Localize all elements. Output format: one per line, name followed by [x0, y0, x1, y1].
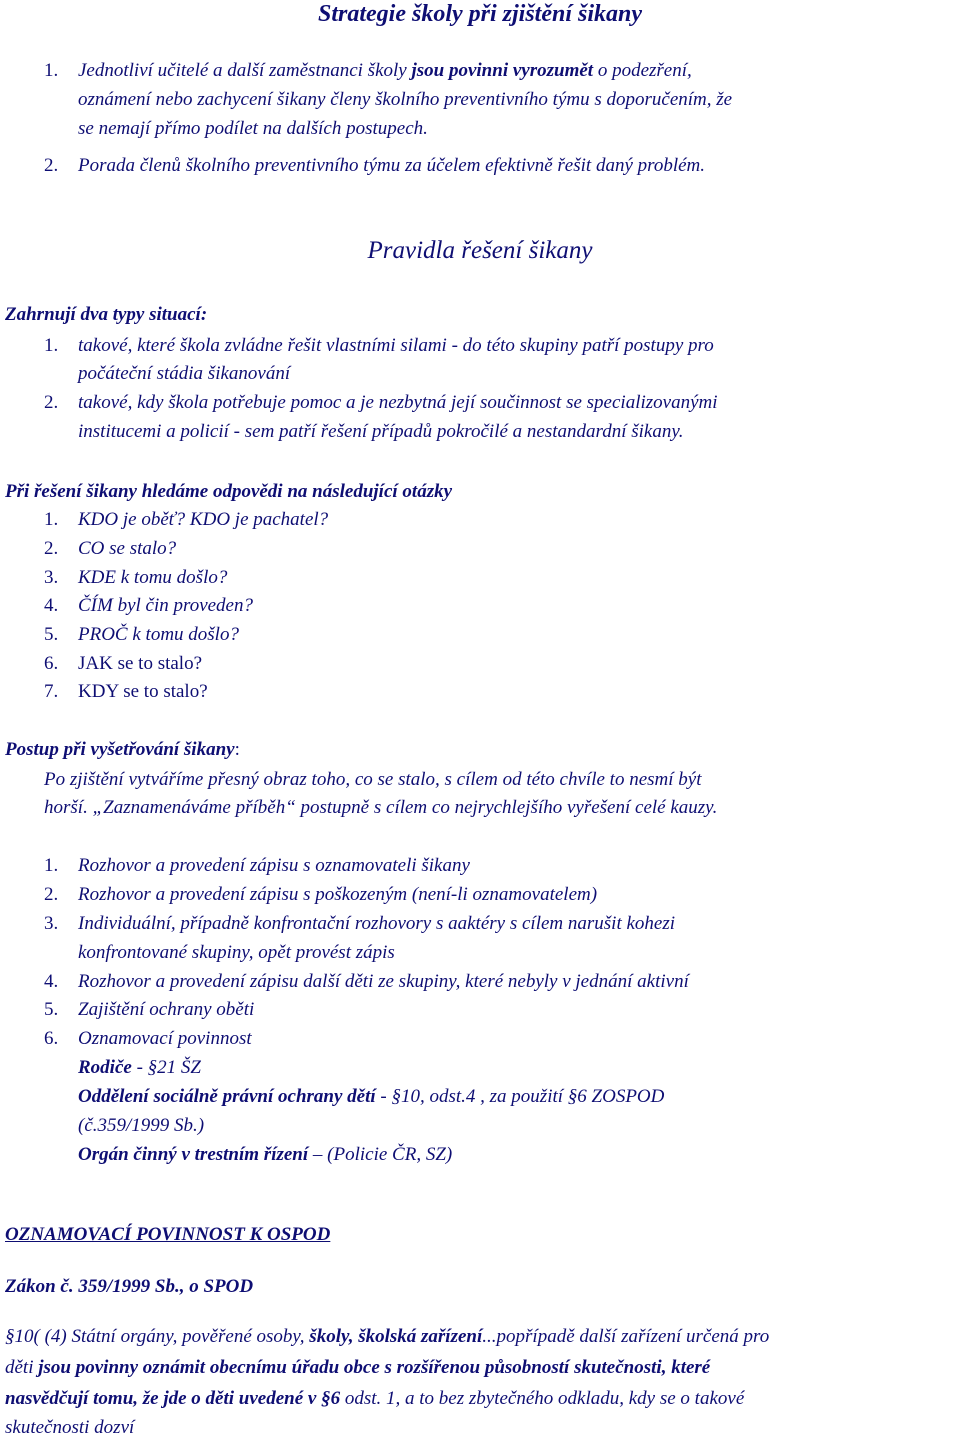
- otazka-4-text: ČÍM byl čin proveden?: [78, 595, 253, 616]
- ospod-section-heading: OZNAMOVACÍ POVINNOST K OSPOD: [5, 1224, 331, 1245]
- otazka-3-number: 3.: [44, 567, 59, 588]
- strategie-item-1-line-2: oznámení nebo zachycení šikany členy školního preventivního týmu s doporučením, že: [78, 89, 733, 110]
- pravidla-item-2-line-2: institucemi a policií - sem patří řešení případů pokročilé a nestandardní šikany.: [78, 421, 684, 442]
- otazka-4-number: 4.: [44, 595, 59, 616]
- otazka-7-text: KDY se to stalo?: [78, 681, 208, 702]
- postup-intro-line-1: Po zjištění vytváříme přesný obraz toho, co se stalo, s cílem od této chvíle to nesmí být: [44, 769, 702, 790]
- postup-step-1-text: Rozhovor a provedení zápisu s oznamovateli šikany: [78, 855, 470, 876]
- pravidla-item-1-number: 1.: [44, 335, 59, 356]
- postup-step-6-number: 6.: [44, 1028, 59, 1049]
- postup-step-3-line-2: konfrontované skupiny, opět provést zápis: [78, 942, 395, 963]
- strategie-item-2-text: Porada členů školního preventivního týmu za účelem efektivně řešit daný problém.: [78, 155, 705, 176]
- postup-step-2-number: 2.: [44, 884, 59, 905]
- postup-step-4-text: Rozhovor a provedení zápisu další děti ze skupiny, které nebyly v jednání aktivní: [78, 971, 689, 992]
- otazka-7-number: 7.: [44, 681, 59, 702]
- strategie-item-1-line-3: se nemají přímo podílet na dalších postupech.: [78, 118, 428, 139]
- otazka-2-number: 2.: [44, 538, 59, 559]
- otazka-6-number: 6.: [44, 653, 59, 674]
- ospod-line: Oddělení sociálně právní ochrany dětí - §10, odst.4 , za použití §6 ZOSPOD: [78, 1086, 665, 1107]
- strategie-item-2-number: 2.: [44, 155, 59, 176]
- strategie-item-1-line-1: Jednotliví učitelé a další zaměstnanci školy jsou povinni vyrozumět o podezření,: [78, 60, 692, 81]
- strategie-title: Strategie školy při zjištění šikany: [317, 1, 643, 27]
- pravidla-item-2-number: 2.: [44, 392, 59, 413]
- zakon-paragraph-line-4: skutečnosti dozví: [5, 1417, 135, 1438]
- pravidla-title: Pravidla řešení šikany: [367, 237, 593, 264]
- otazka-1-text: KDO je oběť? KDO je pachatel?: [78, 509, 329, 530]
- postup-step-3-number: 3.: [44, 913, 59, 934]
- otazky-heading: Při řešení šikany hledáme odpovědi na následující otázky: [5, 481, 453, 502]
- organ-line: Orgán činný v trestním řízení – (Policie ČR, SZ): [78, 1144, 453, 1165]
- postup-step-6-text: Oznamovací povinnost: [78, 1028, 252, 1049]
- rodice-line: Rodiče - §21 ŠZ: [78, 1057, 201, 1078]
- strategie-item-1-number: 1.: [44, 60, 59, 81]
- pravidla-item-1-line-2: počáteční stádia šikanování: [78, 363, 291, 384]
- otazka-5-number: 5.: [44, 624, 59, 645]
- pravidla-item-2-line-1: takové, kdy škola potřebuje pomoc a je nezbytná její součinnost se specializovanými: [78, 392, 718, 413]
- postup-heading: Postup při vyšetřování šikany:: [5, 739, 240, 760]
- postup-intro-line-2: horší. „Zaznamenáváme příběh“ postupně s cílem co nejrychlejšího vyřešení celé kauzy.: [44, 797, 718, 818]
- zakon-paragraph-line-3: nasvědčují tomu, že jde o děti uvedené v §6 odst. 1, a to bez zbytečného odkladu, kdy se o takové: [5, 1388, 745, 1409]
- postup-step-2-text: Rozhovor a provedení zápisu s poškozeným (není-li oznamovatelem): [78, 884, 598, 905]
- otazka-2-text: CO se stalo?: [78, 538, 177, 559]
- postup-step-5-number: 5.: [44, 999, 59, 1020]
- postup-step-5-text: Zajištění ochrany oběti: [78, 999, 255, 1020]
- postup-step-4-number: 4.: [44, 971, 59, 992]
- ospod-line-2: (č.359/1999 Sb.): [78, 1115, 205, 1136]
- otazka-5-text: PROČ k tomu došlo?: [78, 624, 239, 645]
- otazka-3-text: KDE k tomu došlo?: [78, 567, 228, 588]
- pravidla-intro: Zahrnují dva typy situací:: [5, 304, 208, 325]
- postup-step-3-line-1: Individuální, případně konfrontační rozhovory s aaktéry s cílem narušit kohezi: [78, 913, 676, 934]
- postup-step-1-number: 1.: [44, 855, 59, 876]
- otazka-6-text: JAK se to stalo?: [78, 653, 203, 674]
- otazka-1-number: 1.: [44, 509, 59, 530]
- zakon-paragraph-line-1: §10( (4) Státní orgány, pověřené osoby, školy, školská zařízení...popřípadě další zařízení určená pro: [5, 1326, 770, 1347]
- pravidla-item-1-line-1: takové, které škola zvládne řešit vlastními silami - do této skupiny patří postupy pro: [78, 335, 714, 356]
- zakon-paragraph-line-2: děti jsou povinny oznámit obecnímu úřadu obce s rozšířenou působností skutečnosti, které: [5, 1357, 711, 1378]
- zakon-line: Zákon č. 359/1999 Sb., o SPOD: [5, 1276, 254, 1297]
